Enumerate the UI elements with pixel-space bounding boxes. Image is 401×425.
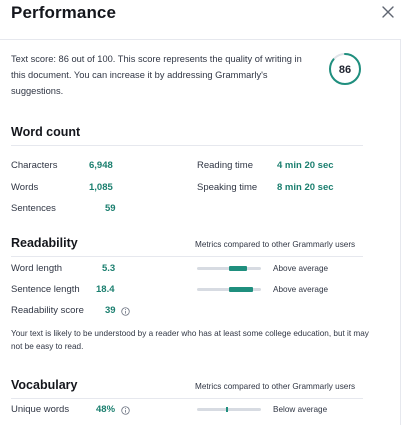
unique-words-status: Below average: [273, 405, 328, 414]
unique-words-label: Unique words: [11, 404, 70, 415]
readability-meta: Metrics compared to other Grammarly users: [195, 240, 356, 249]
word-length-value: 5.3: [102, 263, 116, 274]
sentence-length-label: Sentence length: [11, 284, 80, 295]
score-value: 86: [338, 64, 352, 76]
unique-words-value: 48%: [96, 404, 116, 415]
words-value: 1,085: [89, 182, 113, 193]
sentence-length-bar: [197, 288, 261, 291]
word-length-bar-fill: [229, 266, 247, 271]
unique-words-bar-mark: [226, 407, 228, 412]
readability-score-value: 39: [105, 305, 116, 316]
sentence-length-bar-fill: [229, 287, 253, 292]
word-length-status: Above average: [273, 264, 329, 273]
word-count-divider: [11, 145, 363, 146]
characters-label: Characters: [11, 160, 58, 171]
readability-note: Your text is likely to be understood by a reader who has at least some college education, but it may not be easy to read.: [11, 329, 369, 351]
reading-time-label: Reading time: [197, 160, 253, 171]
words-label: Words: [11, 182, 39, 193]
sentences-value: 59: [105, 203, 116, 214]
unique-words-bar: [197, 408, 261, 411]
vocabulary-meta: Metrics compared to other Grammarly users: [195, 382, 356, 391]
word-count-title: Word count: [11, 125, 81, 139]
panel-title: Performance: [11, 3, 117, 22]
sentence-length-value: 18.4: [96, 284, 115, 295]
sentences-label: Sentences: [11, 203, 56, 214]
characters-value: 6,948: [89, 160, 113, 171]
vocabulary-divider: [11, 398, 363, 399]
reading-time-value: 4 min 20 sec: [277, 160, 334, 171]
info-icon[interactable]: [121, 406, 130, 415]
word-length-label: Word length: [11, 263, 63, 274]
speaking-time-value: 8 min 20 sec: [277, 182, 334, 193]
word-length-bar: [197, 267, 261, 270]
close-icon[interactable]: [380, 4, 396, 20]
sentence-length-status: Above average: [273, 285, 329, 294]
readability-title: Readability: [11, 236, 78, 250]
info-icon[interactable]: [121, 307, 130, 316]
readability-divider: [11, 256, 363, 257]
speaking-time-label: Speaking time: [197, 182, 258, 193]
readability-score-label: Readability score: [11, 305, 84, 316]
panel-header: [0, 0, 401, 40]
vocabulary-title: Vocabulary: [11, 378, 78, 392]
score-ring: [328, 52, 362, 86]
score-description: Text score: 86 out of 100. This score represents the quality of writing in this document. You can increase it by addressing Grammarly's suggestions.: [11, 54, 302, 96]
